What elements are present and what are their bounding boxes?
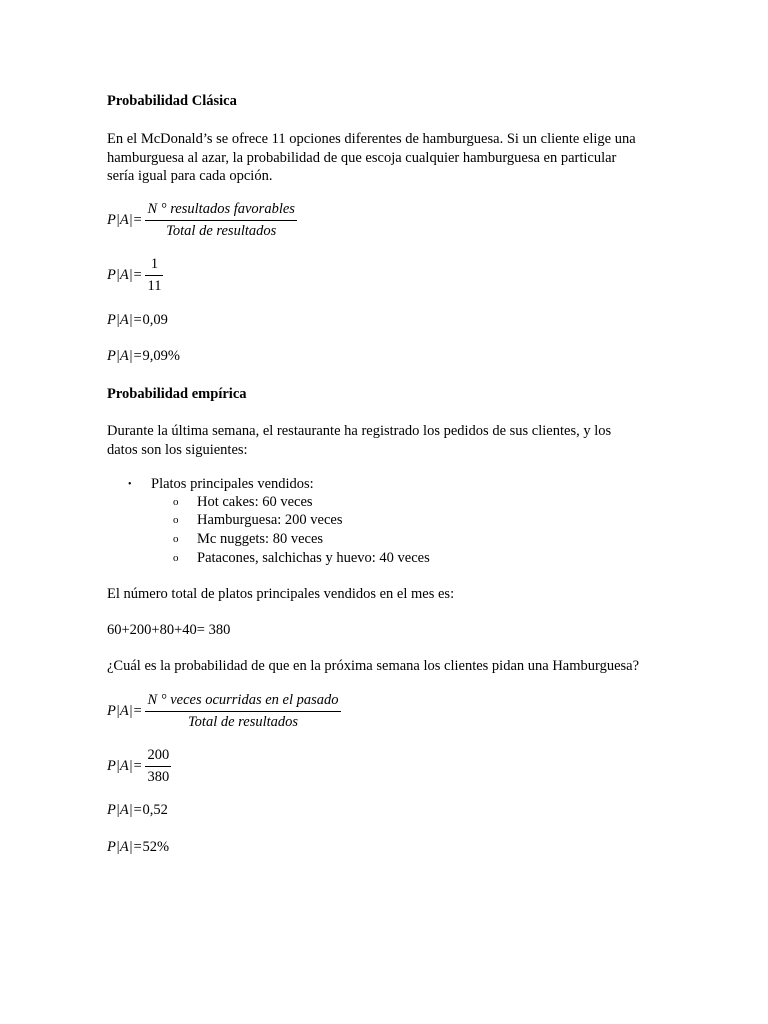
fraction-numerator: 200 [147,747,170,763]
formula-classic-fraction [107,256,163,295]
paragraph-line: sería igual para cada opción. [107,168,273,184]
formula-lhs: P|A|= [107,839,143,855]
paragraph-line: hamburguesa al azar, la probabilidad de que escoja cualquier hamburguesa en particular [107,149,617,166]
paragraph-line: datos son los siguientes: [107,441,248,458]
formula-empirical-decimal [107,802,168,819]
formula-result: 52% [142,839,170,855]
sub-list-item: Hot cakes: 60 veces [197,494,313,510]
sub-list-item: Mc nuggets: 80 veces [197,531,324,547]
fraction [145,201,296,240]
sub-bullet-marker: o [173,552,179,564]
formula-classic-definition [107,201,297,240]
sub-list-item: Hamburguesa: 200 veces [197,512,343,528]
fraction [145,747,171,786]
formula-empirical-fraction [107,747,171,786]
empirical-paragraph [107,422,611,459]
section-title-clasica: Probabilidad Clásica [107,93,237,109]
sub-list-item: Patacones, salchichas y huevo: 40 veces [197,550,430,566]
formula-lhs: P|A|= [107,312,143,328]
sub-bullet-marker: o [173,496,179,508]
fraction-numerator: N ° veces ocurridas en el pasado [147,692,339,708]
fraction-denominator: Total de resultados [187,714,299,730]
formula-empirical-definition [107,692,341,731]
total-statement: El número total de platos principales vendidos en el mes es: [107,586,455,602]
formula-lhs: P|A|= [107,758,143,774]
fraction-denominator: Total de resultados [166,223,277,239]
fraction-numerator: N ° resultados favorables [147,201,295,217]
section-title-empirica: Probabilidad empírica [107,386,247,402]
fraction-denominator: 11 [147,278,162,294]
sum-expression: 60+200+80+40= 380 [107,622,231,638]
formula-empirical-percent [107,839,169,856]
formula-result: 9,09% [142,348,180,364]
formula-classic-percent [107,348,180,365]
sub-bullet-marker: o [173,533,179,545]
formula-lhs: P|A|= [107,267,143,283]
fraction [145,692,340,731]
formula-result: 0,52 [142,802,168,818]
formula-lhs: P|A|= [107,212,143,228]
question-text: ¿Cuál es la probabilidad de que en la próxima semana los clientes pidan una Hamburguesa? [107,658,640,674]
fraction-denominator: 380 [147,769,170,785]
fraction [145,256,163,295]
sub-bullet-marker: o [173,514,179,526]
bullet-marker: • [128,479,132,490]
formula-lhs: P|A|= [107,703,143,719]
intro-paragraph [107,130,636,186]
bullet-item: Platos principales vendidos: [151,476,314,492]
fraction-numerator: 1 [150,256,159,272]
formula-lhs: P|A|= [107,802,143,818]
formula-classic-decimal [107,312,168,329]
paragraph-line: En el McDonald’s se ofrece 11 opciones diferentes de hamburguesa. Si un cliente elige una [107,131,636,147]
formula-result: 0,09 [142,312,168,328]
formula-lhs: P|A|= [107,348,143,364]
paragraph-line: Durante la última semana, el restaurante ha registrado los pedidos de sus clientes, y los [107,423,612,439]
